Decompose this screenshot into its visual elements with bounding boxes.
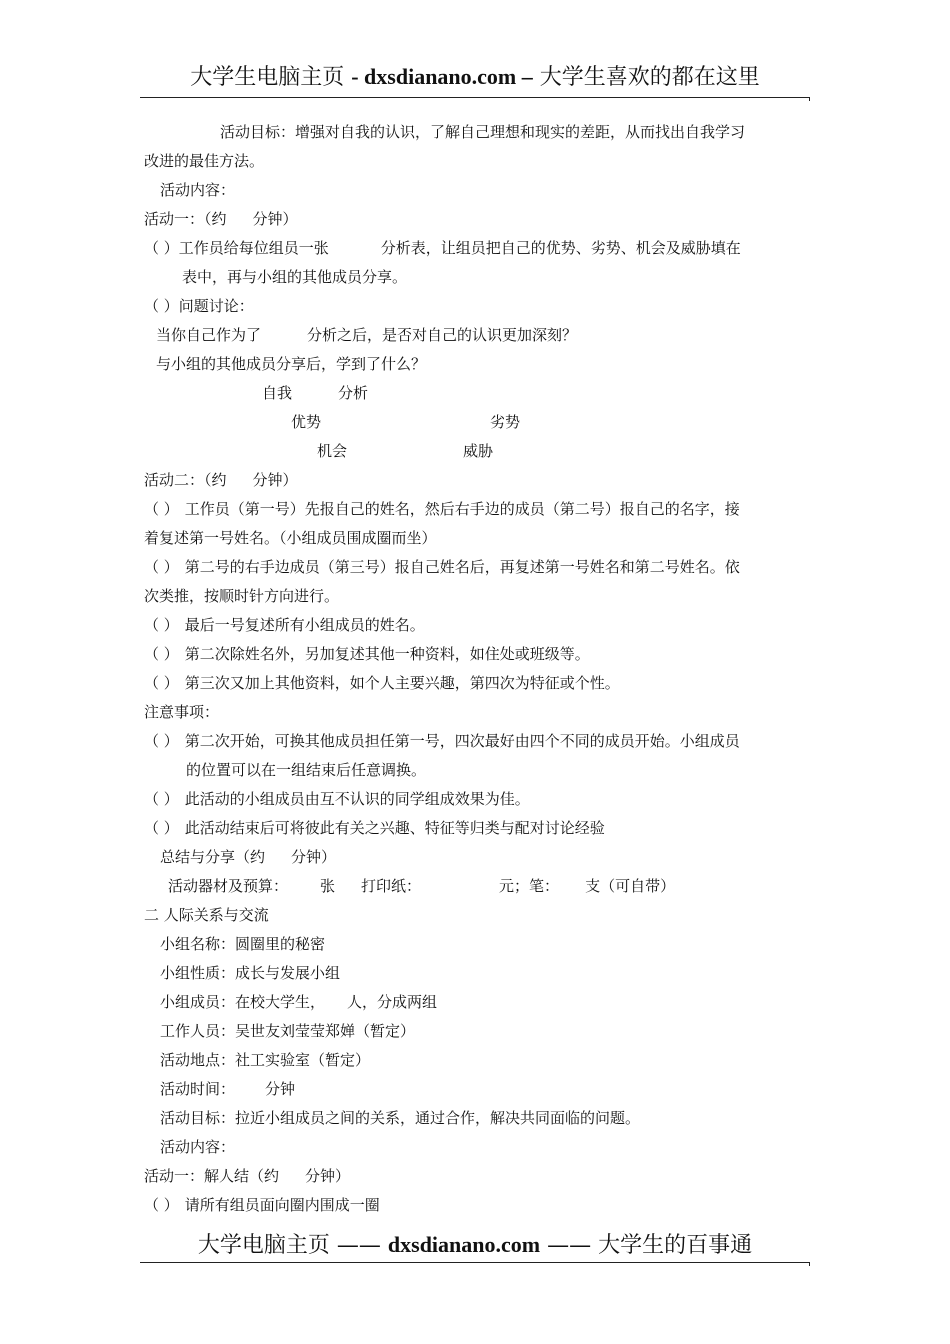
group-nature [144,959,810,988]
group-nature-text: 小组性质：成长与发展小组 [160,964,341,982]
activity2-item2-cont [144,582,810,611]
header-title-right: 大学生喜欢的都在这里 [539,65,760,90]
item-mark: （ ） [144,500,179,518]
note-3 [144,814,810,843]
item-text: 请所有组员面向圈内围成一圈 [184,1196,380,1214]
item-text-cont: 表中，再与小组的其他成员分享。 [182,268,408,286]
location-text: 活动地点：社工实验室（暂定） [160,1051,371,1069]
activity1-item1 [144,234,810,263]
item-text: 第三次又加上其他资料，如个人主要兴趣，第四次为特征或个性。 [184,674,620,692]
activity2-title-b: 分钟） [252,471,298,489]
item-mark: （ ） [144,1196,179,1214]
activity1-item1-cont [144,263,810,292]
swot-threat: 威胁 [463,442,494,460]
swot-row-2 [144,408,810,437]
location [144,1046,810,1075]
header-rule [140,97,810,98]
group-name [144,930,810,959]
section2-activity1-title [144,1162,810,1191]
section-title: 二 人际关系与交流 [144,906,269,924]
goal-text: 活动目标：增强对自我的认识，了解自己理想和现实的差距，从而找出自我学习 [220,123,746,141]
footer-dash-2: —— [547,1233,592,1258]
item-mark: （ ） [144,297,179,315]
item-text: 此活动结束后可将彼此有关之兴趣、特征等归类与配对讨论经验 [184,819,605,837]
activity2-item5 [144,669,810,698]
note-1 [144,727,810,756]
item-text-cont: 次类推，按顺时针方向进行。 [144,587,340,605]
swot-self: 自我 [262,384,293,402]
activity-time [144,1075,810,1104]
members-b: 人，分成两组 [347,993,438,1011]
item-mark: （ ） [144,645,179,663]
activity1-title-a: 活动一：（约 [144,210,227,228]
footer-site: dxsdianano.com [387,1232,541,1257]
budget-line [144,872,810,901]
activity2-item3 [144,611,810,640]
footer-dash-1: —— [336,1233,381,1258]
item-text: 工作员（第一号）先报自己的姓名，然后右手边的成员（第二号）报自己的名字，接 [184,500,740,518]
item-text: 第二次开始，可换其他成员担任第一号，四次最好由四个不同的成员开始。小组成员 [184,732,740,750]
item-mark: （ ） [144,239,179,257]
staff-text: 工作人员：吴世友刘莹莹郑婵（暂定） [160,1022,416,1040]
activity2-item2 [144,553,810,582]
item-text: 最后一号复述所有小组成员的姓名。 [184,616,425,634]
section-2-title [144,901,810,930]
swot-strength: 优势 [291,413,322,431]
footer-rule-tick [809,1262,810,1266]
content-label-2-text: 活动内容： [160,1138,236,1156]
question-1-a: 当你自己作为了 [156,326,262,344]
swot-row-1 [144,379,810,408]
item-text: 第二次除姓名外，另加复述其他一种资料，如住处或班级等。 [184,645,590,663]
content-label-2 [144,1133,810,1162]
note-2 [144,785,810,814]
question-2 [144,350,810,379]
goal-2-text: 活动目标：拉近小组成员之间的关系，通过合作，解决共同面临的问题。 [160,1109,641,1127]
time-a: 活动时间： [160,1080,236,1098]
activity2-item1-cont [144,524,810,553]
page-header [140,60,810,95]
goal-text-cont: 改进的最佳方法。 [144,152,265,170]
budget-e: 支（可自带） [585,877,676,895]
goal-line-1 [144,118,810,147]
activity-title-a: 活动一：解人结（约 [144,1167,280,1185]
item-text: 此活动的小组成员由互不认识的同学组成效果为佳。 [184,790,530,808]
question-1-b: 分析之后，是否对自己的认识更加深刻？ [307,326,578,344]
question-2-text: 与小组的其他成员分享后，学到了什么？ [156,355,427,373]
header-rule-tick [809,97,810,101]
document-body [144,118,810,1220]
budget-b: 张 [320,877,336,895]
content-label [144,176,810,205]
item-mark: （ ） [144,616,179,634]
summary-line [144,843,810,872]
activity1-title [144,205,810,234]
page-footer [140,1228,810,1263]
time-b: 分钟 [265,1080,296,1098]
item-text-b: 分析表，让组员把自己的优势、劣势、机会及威胁填在 [380,239,741,257]
members-a: 小组成员：在校大学生， [160,993,326,1011]
activity2-item4 [144,640,810,669]
question-1 [144,321,810,350]
swot-weakness: 劣势 [490,413,521,431]
footer-rule [140,1262,810,1263]
group-name-text: 小组名称：圆圈里的秘密 [160,935,326,953]
notes-label-text: 注意事项： [144,703,220,721]
notes-label [144,698,810,727]
activity2-item1 [144,495,810,524]
item-text: 工作员给每位组员一张 [178,239,329,257]
summary-a: 总结与分享（约 [160,848,266,866]
header-title-left: 大学生电脑主页 [190,65,345,90]
summary-b: 分钟） [291,848,337,866]
activity2-title-a: 活动二：（约 [144,471,227,489]
goal-2 [144,1104,810,1133]
swot-opportunity: 机会 [317,442,348,460]
item-mark: （ ） [144,819,179,837]
content-label-text: 活动内容： [160,181,236,199]
item-mark: （ ） [144,558,179,576]
footer-title-right: 大学生的百事通 [598,1233,753,1258]
swot-analysis: 分析 [338,384,369,402]
staff [144,1017,810,1046]
item-text-cont: 的位置可以在一组结束后任意调换。 [186,761,427,779]
budget-c: 打印纸： [361,877,422,895]
activity1-title-b: 分钟） [252,210,298,228]
activity1-item2 [144,292,810,321]
note-1-cont [144,756,810,785]
budget-d: 元；笔： [499,877,560,895]
activity2-title [144,466,810,495]
swot-row-3 [144,437,810,466]
section2-activity1-item1 [144,1191,810,1220]
item-mark: （ ） [144,790,179,808]
item-text: 问题讨论： [178,297,254,315]
item-mark: （ ） [144,674,179,692]
group-members [144,988,810,1017]
budget-a: 活动器材及预算： [168,877,289,895]
goal-line-2 [144,147,810,176]
item-text-cont: 着复述第一号姓名。（小组成员围成圈而坐） [144,529,437,547]
item-text: 第二号的右手边成员（第三号）报自己姓名后，再复述第一号姓名和第二号姓名。依 [184,558,740,576]
footer-title-left: 大学电脑主页 [197,1233,330,1258]
header-site: - dxsdianano.com – [351,64,533,89]
activity-title-b: 分钟） [305,1167,351,1185]
item-mark: （ ） [144,732,179,750]
